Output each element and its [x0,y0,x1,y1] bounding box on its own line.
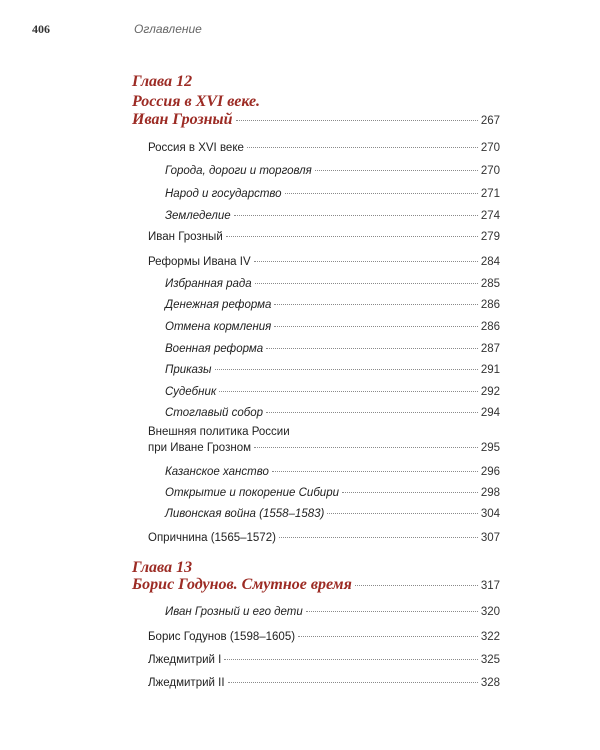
toc-entry-title: Отмена кормления [165,321,272,333]
toc-entry-page: 320 [480,606,500,618]
toc-entry-page: 328 [480,677,500,689]
toc-entry[interactable] [148,652,500,668]
toc-entry-page: 295 [480,442,500,454]
toc-entry-page: 284 [480,256,500,268]
toc-entry[interactable] [148,440,500,456]
toc-entry-page: 325 [480,654,500,666]
dot-leader [254,447,478,448]
dot-leader [266,412,478,413]
dot-leader [274,326,477,327]
toc-entry-page: 296 [480,466,500,478]
toc-entry[interactable] [165,384,500,400]
dot-leader [247,147,478,148]
toc-entry-title: Судебник [165,386,217,398]
toc-entry[interactable] [165,163,500,179]
dot-leader [226,236,478,237]
toc-entry-title: Денежная реформа [165,299,272,311]
toc-entry-title: Опричнина (1565–1572) [148,532,276,544]
toc-entry-title: Казанское ханство [165,466,269,478]
toc-entry-page: 267 [480,115,500,127]
toc-entry-title-line1: Внешняя политика России [148,426,290,438]
chapter-12-label: Глава 12 [132,73,193,90]
toc-entry-title: Избранная рада [165,278,252,290]
toc-entry[interactable] [165,362,500,378]
toc-entry[interactable] [165,319,500,335]
toc-entry-title: Города, дороги и торговля [165,165,312,177]
toc-entry-page: 286 [480,299,500,311]
toc-entry-page: 291 [480,364,500,376]
toc-entry-page: 294 [480,407,500,419]
toc-entry[interactable] [165,506,500,522]
toc-entry[interactable] [165,208,500,224]
toc-entry[interactable] [148,229,500,245]
toc-entry[interactable] [165,276,500,292]
toc-entry-title: при Иване Грозном [148,442,251,454]
toc-entry-page: 322 [480,631,500,643]
toc-entry-title: Военная реформа [165,343,264,355]
toc-entry-page: 307 [480,532,500,544]
dot-leader [355,585,478,586]
toc-entry-page: 292 [480,386,500,398]
toc-entry-page: 270 [480,165,500,177]
toc-entry[interactable] [165,297,500,313]
toc-entry-title: Стоглавый собор [165,407,264,419]
toc-entry-chapter-12[interactable] [132,112,500,129]
toc-entry[interactable] [165,405,500,421]
dot-leader [219,391,478,392]
toc-entry[interactable] [148,629,500,645]
toc-entry-page: 287 [480,343,500,355]
toc-entry[interactable] [165,186,500,202]
toc-entry-title: Земледелие [165,210,231,222]
toc-entry-page: 279 [480,231,500,243]
toc-entry-page: 270 [480,142,500,154]
toc-entry-page: 271 [480,188,500,200]
toc-entry-title: Иван Грозный и его дети [165,606,303,618]
dot-leader [215,369,478,370]
dot-leader [285,193,478,194]
toc-entry-title: Лжедмитрий II [148,677,225,689]
dot-leader [327,513,477,514]
toc-entry-title: Россия в XVI веке [148,142,244,154]
toc-entry[interactable] [165,341,500,357]
dot-leader [342,492,478,493]
dot-leader [298,636,478,637]
toc-entry-title: Лжедмитрий I [148,654,222,666]
running-title: Оглавление [134,22,202,36]
dot-leader [272,471,478,472]
chapter-13-label: Глава 13 [132,559,193,576]
toc-entry-title: Народ и государство [165,188,282,200]
toc-entry-page: 285 [480,278,500,290]
toc-entry-title: Иван Грозный [132,111,233,128]
dot-leader [266,348,478,349]
toc-entry-page: 304 [480,508,500,520]
dot-leader [315,170,478,171]
toc-entry[interactable] [165,604,500,620]
dot-leader [306,611,478,612]
toc-entry-page: 317 [480,580,500,592]
dot-leader [274,304,477,305]
toc-entry[interactable] [148,140,500,156]
toc-entry-page: 286 [480,321,500,333]
dot-leader [254,261,478,262]
toc-entry[interactable] [148,675,500,691]
toc-entry-page: 274 [480,210,500,222]
dot-leader [228,682,478,683]
page-number: 406 [32,22,50,36]
toc-entry-title: Реформы Ивана IV [148,256,251,268]
dot-leader [224,659,477,660]
toc-entry[interactable] [165,464,500,480]
toc-entry-title: Борис Годунов. Смутное время [132,576,352,593]
dot-leader [255,283,478,284]
toc-entry-title: Ливонская война (1558–1583) [165,508,325,520]
toc-entry[interactable] [148,254,500,270]
page-header [32,22,202,37]
toc-entry-title: Борис Годунов (1598–1605) [148,631,296,643]
toc-entry-page: 298 [480,487,500,499]
toc-entry-title: Приказы [165,364,212,376]
toc-entry[interactable] [148,530,500,546]
toc-entry[interactable] [165,485,500,501]
toc-entry-title: Иван Грозный [148,231,223,243]
toc-entry-title: Открытие и покорение Сибири [165,487,339,499]
dot-leader [279,537,478,538]
chapter-12-title-line1: Россия в XVI веке. [132,93,261,110]
dot-leader [236,120,478,121]
dot-leader [234,215,478,216]
toc-entry-chapter-13[interactable] [132,577,500,594]
